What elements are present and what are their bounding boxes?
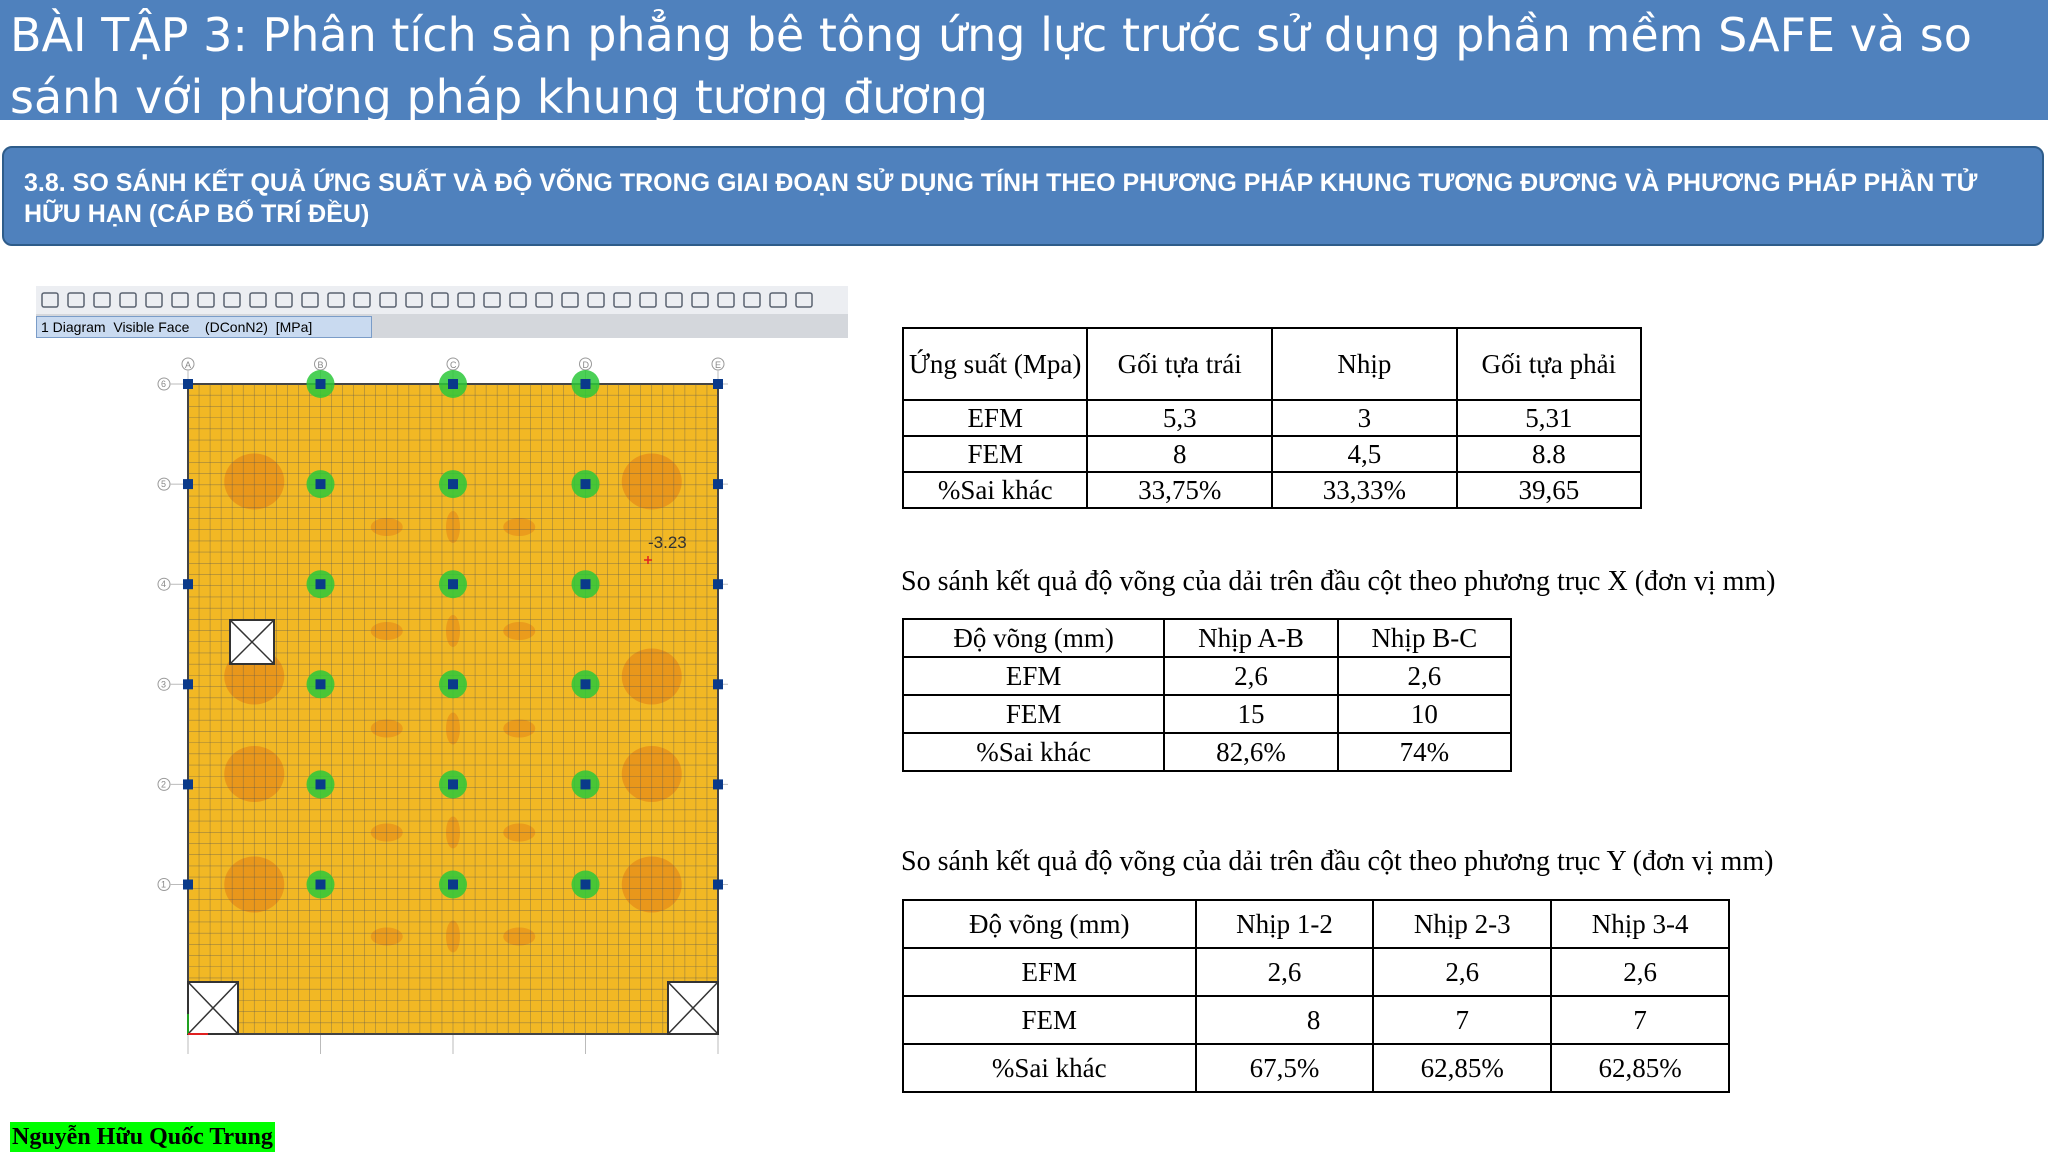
- table-cell: 33,33%: [1272, 472, 1457, 508]
- grid-bubble-label: 6: [161, 379, 167, 389]
- column-marker: [316, 679, 326, 689]
- table-cell: 67,5%: [1196, 1044, 1374, 1092]
- span-header: Nhịp: [1272, 328, 1457, 400]
- stress-comparison-table: [902, 327, 1642, 509]
- table-row: [903, 996, 1729, 1044]
- column-marker: [448, 479, 458, 489]
- table-row: [903, 400, 1641, 436]
- deflection-y-caption: So sánh kết quả độ võng của dải trên đầu cột theo phương trục Y (đơn vị mm): [901, 846, 1774, 877]
- column-marker: [713, 880, 723, 890]
- column-marker: [448, 880, 458, 890]
- table-cell: 39,65: [1457, 472, 1641, 508]
- span-23-header: Nhịp 2-3: [1373, 900, 1551, 948]
- stress-header-label: Ứng suất (Mpa): [903, 328, 1087, 400]
- grid-bubble-label: A: [185, 360, 192, 370]
- column-marker: [448, 579, 458, 589]
- table-cell: 3: [1272, 400, 1457, 436]
- slide-title: BÀI TẬP 3: Phân tích sàn phẳng bê tông ứng lực trước sử dụng phần mềm SAFE và so sánh với phương pháp khung tương đương: [10, 8, 1972, 124]
- grid-bubble-label: 5: [161, 479, 167, 490]
- column-marker: [183, 479, 193, 489]
- column-marker: [713, 779, 723, 789]
- table-cell: 8: [1196, 996, 1374, 1044]
- table-cell: 82,6%: [1164, 733, 1337, 771]
- span-12-header: Nhịp 1-2: [1196, 900, 1374, 948]
- column-marker: [183, 779, 193, 789]
- row-label: EFM: [903, 400, 1087, 436]
- row-label: %Sai khác: [903, 472, 1087, 508]
- table-cell: 2,6: [1196, 948, 1374, 996]
- table-row: [903, 1044, 1729, 1092]
- grid-bubble-label: E: [715, 360, 722, 370]
- column-marker: [448, 379, 458, 389]
- table-cell: 5,31: [1457, 400, 1641, 436]
- diagram-tab[interactable]: 1 Diagram Visible Face (DConN2) [MPa]: [36, 316, 372, 338]
- table-cell: 10: [1338, 695, 1511, 733]
- grid-bubble-label: D: [582, 360, 589, 370]
- row-label: EFM: [903, 948, 1196, 996]
- row-label: %Sai khác: [903, 733, 1164, 771]
- column-marker: [713, 479, 723, 489]
- column-marker: [581, 679, 591, 689]
- deflection-x-caption: So sánh kết quả độ võng của dải trên đầu cột theo phương trục X (đơn vị mm): [901, 566, 1776, 597]
- table-cell: 8: [1087, 436, 1272, 472]
- table-cell: 62,85%: [1551, 1044, 1729, 1092]
- left-support-header: Gối tựa trái: [1087, 328, 1272, 400]
- table-row: [903, 472, 1641, 508]
- table-cell: 7: [1551, 996, 1729, 1044]
- table-header-row: [903, 900, 1729, 948]
- column-marker: [183, 379, 193, 389]
- column-marker: [581, 579, 591, 589]
- right-support-header: Gối tựa phải: [1457, 328, 1641, 400]
- row-label: EFM: [903, 657, 1164, 695]
- table-row: [903, 948, 1729, 996]
- table-row: [903, 695, 1511, 733]
- column-marker: [581, 479, 591, 489]
- column-marker: [448, 779, 458, 789]
- column-marker: [713, 679, 723, 689]
- table-row: [903, 733, 1511, 771]
- table-cell: 62,85%: [1373, 1044, 1551, 1092]
- section-banner: [2, 146, 2044, 246]
- table-header-row: [903, 619, 1511, 657]
- table-cell: 7: [1373, 996, 1551, 1044]
- table-cell: 2,6: [1164, 657, 1337, 695]
- grid-bubble-label: 1: [161, 879, 167, 890]
- column-marker: [713, 379, 723, 389]
- table-cell: 2,6: [1551, 948, 1729, 996]
- table-cell: 2,6: [1338, 657, 1511, 695]
- span-ab-header: Nhịp A-B: [1164, 619, 1337, 657]
- slide-title-bar: [0, 0, 2048, 124]
- column-marker: [316, 479, 326, 489]
- column-marker: [713, 579, 723, 589]
- column-marker: [183, 579, 193, 589]
- deflection-header-label: Độ võng (mm): [903, 619, 1164, 657]
- table-header-row: [903, 328, 1641, 400]
- deflection-header-label: Độ võng (mm): [903, 900, 1196, 948]
- span-34-header: Nhịp 3-4: [1551, 900, 1729, 948]
- safe-stress-screenshot: [36, 286, 848, 1096]
- grid-bubble-label: 3: [161, 679, 167, 690]
- table-cell: 15: [1164, 695, 1337, 733]
- column-marker: [316, 880, 326, 890]
- column-marker: [316, 779, 326, 789]
- table-cell: 33,75%: [1087, 472, 1272, 508]
- column-marker: [316, 579, 326, 589]
- author-name: Nguyễn Hữu Quốc Trung: [12, 1124, 273, 1150]
- safe-toolbar: [36, 286, 848, 314]
- row-label: FEM: [903, 996, 1196, 1044]
- column-marker: [183, 880, 193, 890]
- table-cell: 4,5: [1272, 436, 1457, 472]
- row-label: FEM: [903, 436, 1087, 472]
- deflection-x-table: [902, 618, 1512, 772]
- table-cell: 8.8: [1457, 436, 1641, 472]
- column-marker: [581, 379, 591, 389]
- stress-contour-plot: [36, 338, 848, 1096]
- span-bc-header: Nhịp B-C: [1338, 619, 1511, 657]
- column-marker: [448, 679, 458, 689]
- section-title: 3.8. SO SÁNH KẾT QUẢ ỨNG SUẤT VÀ ĐỘ VÕNG TRONG GIAI ĐOẠN SỬ DỤNG TÍNH THEO PHƯƠNG PHÁP KHUNG TƯƠNG ĐƯƠNG VÀ PHƯƠNG PHÁP PHẦN TỬ HỮU HẠN (CÁP BỐ TRÍ ĐỀU): [24, 169, 1978, 228]
- table-cell: 5,3: [1087, 400, 1272, 436]
- table-row: [903, 657, 1511, 695]
- deflection-y-table: [902, 899, 1730, 1093]
- table-cell: 2,6: [1373, 948, 1551, 996]
- grid-bubble-label: 2: [161, 779, 167, 790]
- table-cell: 74%: [1338, 733, 1511, 771]
- grid-bubble-label: 4: [161, 579, 167, 590]
- grid-bubble-label: B: [317, 360, 324, 370]
- column-marker: [581, 779, 591, 789]
- table-row: [903, 436, 1641, 472]
- row-label: FEM: [903, 695, 1164, 733]
- column-marker: [183, 679, 193, 689]
- row-label: %Sai khác: [903, 1044, 1196, 1092]
- column-marker: [316, 379, 326, 389]
- stress-value-label: -3.23: [648, 533, 687, 552]
- column-marker: [581, 880, 591, 890]
- grid-bubble-label: C: [450, 360, 457, 370]
